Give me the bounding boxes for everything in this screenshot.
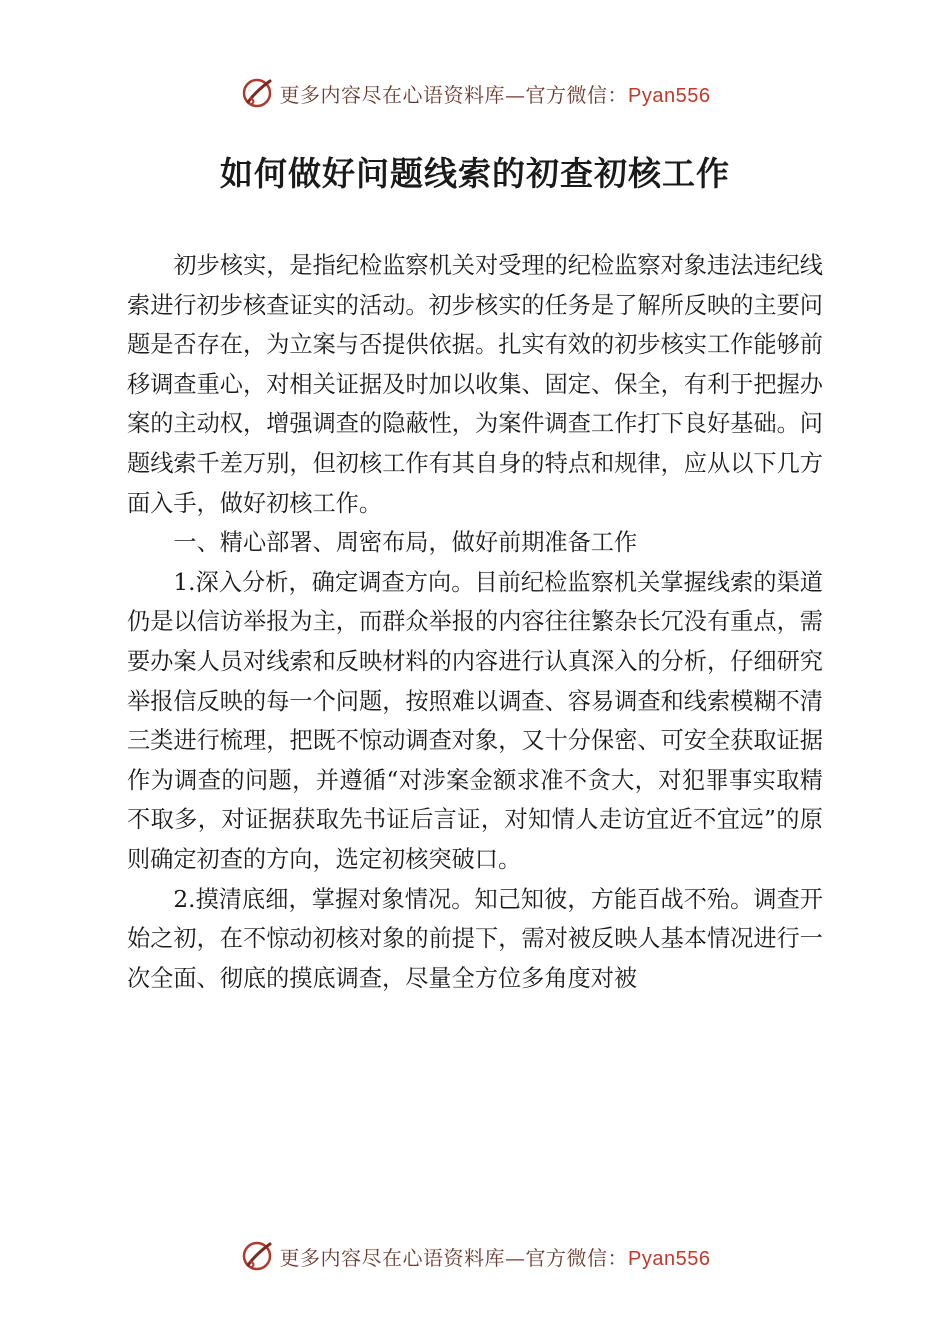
document-body [127, 246, 823, 998]
paragraph-item-2: 2.摸清底细，掌握对象情况。知己知彼，方能百战不殆。调查开始之初，在不惊动初核对象的前提下，需对被反映人基本情况进行一次全面、彻底的摸底调查，尽量全方位多角度对被 [127, 885, 823, 992]
watermark-banner-top [0, 73, 950, 113]
brush-logo-icon [240, 1239, 274, 1273]
watermark-dash: — [505, 1245, 526, 1270]
watermark-official-label: 官方微信： [525, 82, 629, 107]
watermark-banner-bottom [0, 1236, 950, 1276]
watermark-brand: 更多内容尽在心语资料库 [279, 1245, 506, 1270]
watermark-wechat-id: Pyan556 [628, 84, 711, 107]
paragraph-intro: 初步核实，是指纪检监察机关对受理的纪检监察对象违法违纪线索进行初步核查证实的活动。初步核实的任务是了解所反映的主要问题是否存在，为立案与否提供依据。扎实有效的初步核实工作能够前移调查重心，对相关证据及时加以收集、固定、保全，有利于把握办案的主动权，增强调查的隐蔽性，为案件调查工作打下良好基础。问题线索千差万别，但初核工作有其自身的特点和规律，应从以下几方面入手，做好初核工作。 [127, 252, 823, 517]
watermark-dash: — [505, 82, 526, 107]
section-heading-1: 一、精心部署、周密布局，做好前期准备工作 [173, 529, 638, 557]
watermark-official-label: 官方微信： [525, 1245, 629, 1270]
document-title: 如何做好问题线索的初查初核工作 [220, 154, 730, 193]
watermark-text [280, 1242, 711, 1271]
watermark-text [280, 79, 711, 108]
brush-logo-icon [240, 76, 274, 110]
watermark-wechat-id: Pyan556 [628, 1247, 711, 1270]
paragraph-item-1: 1.深入分析，确定调查方向。目前纪检监察机关掌握线索的渠道仍是以信访举报为主，而群众举报的内容往往繁杂长冗没有重点，需要办案人员对线索和反映材料的内容进行认真深入的分析，仔细研究举报信反映的每一个问题，按照难以调查、容易调查和线索模糊不清三类进行梳理，把既不惊动调查对象，又十分保密、可安全获取证据作为调查的问题，并遵循“对涉案金额求准不贪大，对犯罪事实取精不取多，对证据获取先书证后言证，对知情人走访宜近不宜远”的原则确定初查的方向，选定初核突破口。 [127, 568, 823, 873]
watermark-brand: 更多内容尽在心语资料库 [279, 82, 506, 107]
